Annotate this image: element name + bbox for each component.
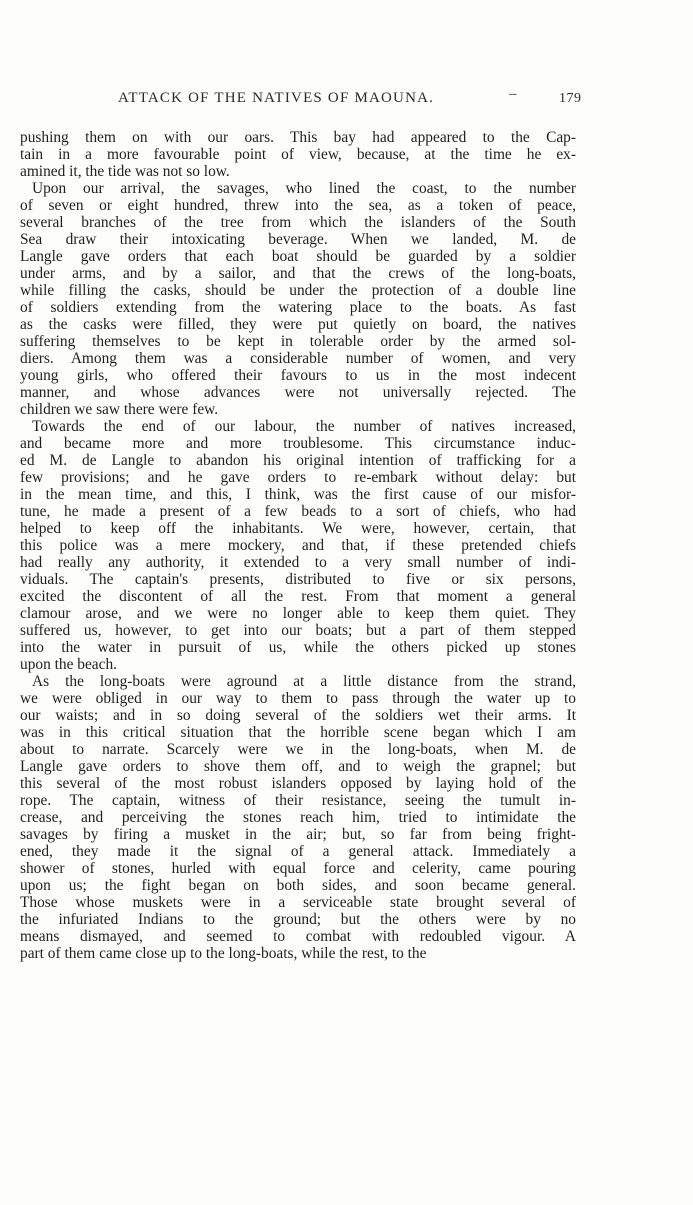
text-line: of soldiers extending from the watering place to the boats. As fast	[20, 299, 576, 316]
paragraph	[20, 180, 576, 418]
text-line: suffered us, however, to get into our boats; but a part of them stepped	[20, 622, 576, 639]
page-number: 179	[559, 91, 582, 106]
text-line: under arms, and by a sailor, and that the crews of the long-boats,	[20, 265, 576, 282]
text-line: As the long-boats were aground at a little distance from the strand,	[32, 673, 576, 690]
text-line: few provisions; and he gave orders to re-embark without delay: but	[20, 469, 576, 486]
text-line: Langle gave orders to shove them off, and to weigh the grapnel; but	[20, 758, 576, 775]
text-line: suffering themselves to be kept in tolerable order by the armed sol-	[20, 333, 576, 350]
text-line: and became more and more troublesome. This circumstance induc-	[20, 435, 576, 452]
text-line: Those whose muskets were in a serviceable state brought several of	[20, 894, 576, 911]
text-line: ed M. de Langle to abandon his original intention of trafficking for a	[20, 452, 576, 469]
text-line: pushing them on with our oars. This bay had appeared to the Cap-	[20, 129, 576, 146]
text-line: upon us; the fight began on both sides, and soon became general.	[20, 877, 576, 894]
text-line: this police was a mere mockery, and that, if these pretended chiefs	[20, 537, 576, 554]
text-line: we were obliged in our way to them to pass through the water up to	[20, 690, 576, 707]
text-line: helped to keep off the inhabitants. We were, however, certain, that	[20, 520, 576, 537]
text-line: means dismayed, and seemed to combat with redoubled vigour. A	[20, 928, 576, 945]
text-line: part of them came close up to the long-boats, while the rest, to the	[20, 945, 427, 962]
text-line: had really any authority, it extended to a very small number of indi-	[20, 554, 576, 571]
text-line: savages by firing a musket in the air; but, so far from being fright-	[20, 826, 576, 843]
text-line: the infuriated Indians to the ground; but the others were by no	[20, 911, 576, 928]
paragraph	[20, 129, 576, 180]
running-head-mark: ‒	[509, 86, 517, 102]
text-line: in the mean time, and this, I think, was the first cause of our misfor-	[20, 486, 576, 503]
text-line: tain in a more favourable point of view, because, at the time he ex-	[20, 146, 576, 163]
running-title: ATTACK OF THE NATIVES OF MAOUNA.	[118, 90, 435, 106]
text-line: Towards the end of our labour, the number of natives increased,	[32, 418, 576, 435]
text-line: young girls, who offered their favours to us in the most indecent	[20, 367, 576, 384]
text-line: while filling the casks, should be under the protection of a double line	[20, 282, 576, 299]
text-line: Upon our arrival, the savages, who lined the coast, to the number	[32, 180, 576, 197]
text-line: clamour arose, and we were no longer able to keep them quiet. They	[20, 605, 576, 622]
running-head	[22, 86, 582, 112]
text-line: Sea draw their intoxicating beverage. When we landed, M. de	[20, 231, 576, 248]
text-line: children we saw there were few.	[20, 401, 219, 418]
text-line: ened, they made it the signal of a general attack. Immediately a	[20, 843, 576, 860]
text-line: into the water in pursuit of us, while the others picked up stones	[20, 639, 576, 656]
text-line: about to narrate. Scarcely were we in the long-boats, when M. de	[20, 741, 576, 758]
text-line: crease, and perceiving the stones reach him, tried to intimidate the	[20, 809, 576, 826]
text-line: was in this critical situation that the horrible scene began which I am	[20, 724, 576, 741]
text-line: rope. The captain, witness of their resistance, seeing the tumult in-	[20, 792, 576, 809]
text-line: this several of the most robust islanders opposed by laying hold of the	[20, 775, 576, 792]
paragraph	[20, 418, 576, 673]
text-line: our waists; and in so doing several of the soldiers wet their arms. It	[20, 707, 576, 724]
text-line: amined it, the tide was not so low.	[20, 163, 230, 180]
text-line: of seven or eight hundred, threw into the sea, as a token of peace,	[20, 197, 576, 214]
text-line: shower of stones, hurled with equal force and celerity, came pouring	[20, 860, 576, 877]
text-line: manner, and whose advances were not universally rejected. The	[20, 384, 576, 401]
text-line: viduals. The captain's presents, distributed to five or six persons,	[20, 571, 576, 588]
text-line: Langle gave orders that each boat should be guarded by a soldier	[20, 248, 576, 265]
text-line: diers. Among them was a considerable number of women, and very	[20, 350, 576, 367]
text-line: upon the beach.	[20, 656, 118, 673]
body-text	[20, 129, 576, 962]
text-line: several branches of the tree from which the islanders of the South	[20, 214, 576, 231]
text-line: as the casks were filled, they were put quietly on board, the natives	[20, 316, 576, 333]
paragraph	[20, 673, 576, 962]
text-line: excited the discontent of all the rest. From that moment a general	[20, 588, 576, 605]
text-line: tune, he made a present of a few beads to a sort of chiefs, who had	[20, 503, 576, 520]
